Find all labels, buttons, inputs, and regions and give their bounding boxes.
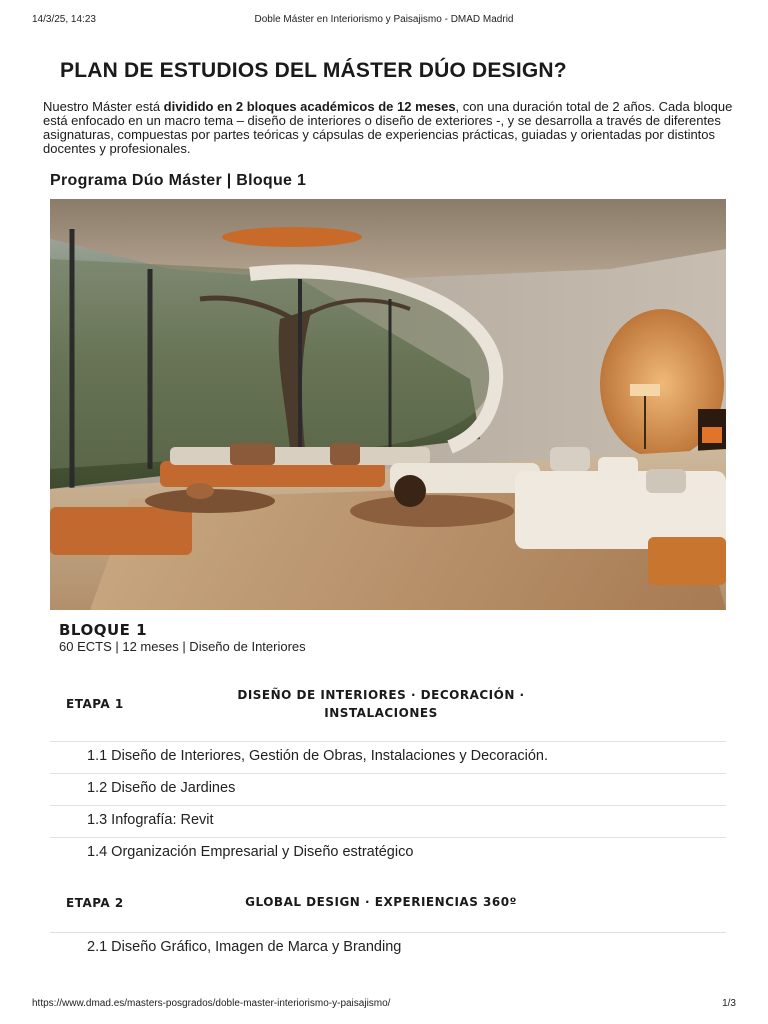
intro-paragraph: [43, 100, 733, 156]
living-room-photo: [50, 199, 726, 610]
etapa-2-label: ETAPA 2: [66, 896, 124, 910]
etapa-2-title-line-1: GLOBAL DESIGN · EXPERIENCIAS 360º: [245, 895, 517, 909]
bloque-subtitle: 60 ECTS | 12 meses | Diseño de Interiores: [59, 639, 306, 654]
course-item-label: 1.1 Diseño de Interiores, Gestión de Obras, Instalaciones y Decoración.: [87, 748, 549, 764]
intro-text-start: Nuestro Máster está: [43, 99, 164, 114]
course-item: [50, 805, 726, 837]
print-page-title: Doble Máster en Interiorismo y Paisajismo - DMAD Madrid: [254, 14, 514, 25]
course-item-label: 1.3 Infografía: Revit: [87, 812, 214, 828]
etapa-2-title: [180, 893, 582, 911]
course-item: [50, 741, 726, 773]
intro-text-bold: dividido en 2 bloques académicos de 12 meses: [163, 99, 456, 114]
bloque-title: BLOQUE 1: [59, 621, 148, 639]
course-item-label: 1.4 Organización Empresarial y Diseño estratégico: [87, 844, 414, 860]
print-url: https://www.dmad.es/masters-posgrados/doble-master-interiorismo-y-paisajismo/: [32, 998, 391, 1009]
print-datetime: 14/3/25, 14:23: [32, 14, 96, 25]
course-item-label: 2.1 Diseño Gráfico, Imagen de Marca y Branding: [87, 939, 402, 955]
course-item: [50, 837, 726, 869]
etapa-1-label: ETAPA 1: [66, 697, 124, 711]
page-title: PLAN DE ESTUDIOS DEL MÁSTER DÚO DESIGN?: [60, 59, 567, 82]
etapa-1-title-line-2: INSTALACIONES: [324, 706, 438, 720]
etapa-1-title: [180, 686, 582, 722]
etapa-1-title-line-1: DISEÑO DE INTERIORES · DECORACIÓN ·: [237, 688, 525, 702]
print-header: [32, 14, 736, 28]
program-title: Programa Dúo Máster | Bloque 1: [50, 172, 307, 189]
intro-text-rest: , con una duración total de 2 años. Cada bloque está enfocado en un macro tema – diseño de interiores o diseño de exteriores -, y se desarrolla a través de diferentes asignaturas, compuestas por partes teóricas y cápsulas de experiencias prácticas, guiadas y orientadas por distintos docentes y profesionales.: [43, 99, 733, 156]
course-item-label: 1.2 Diseño de Jardines: [87, 780, 236, 796]
print-page-number: 1/3: [722, 998, 736, 1009]
print-footer: [32, 998, 736, 1012]
course-item: [50, 773, 726, 805]
course-item: [50, 932, 726, 964]
